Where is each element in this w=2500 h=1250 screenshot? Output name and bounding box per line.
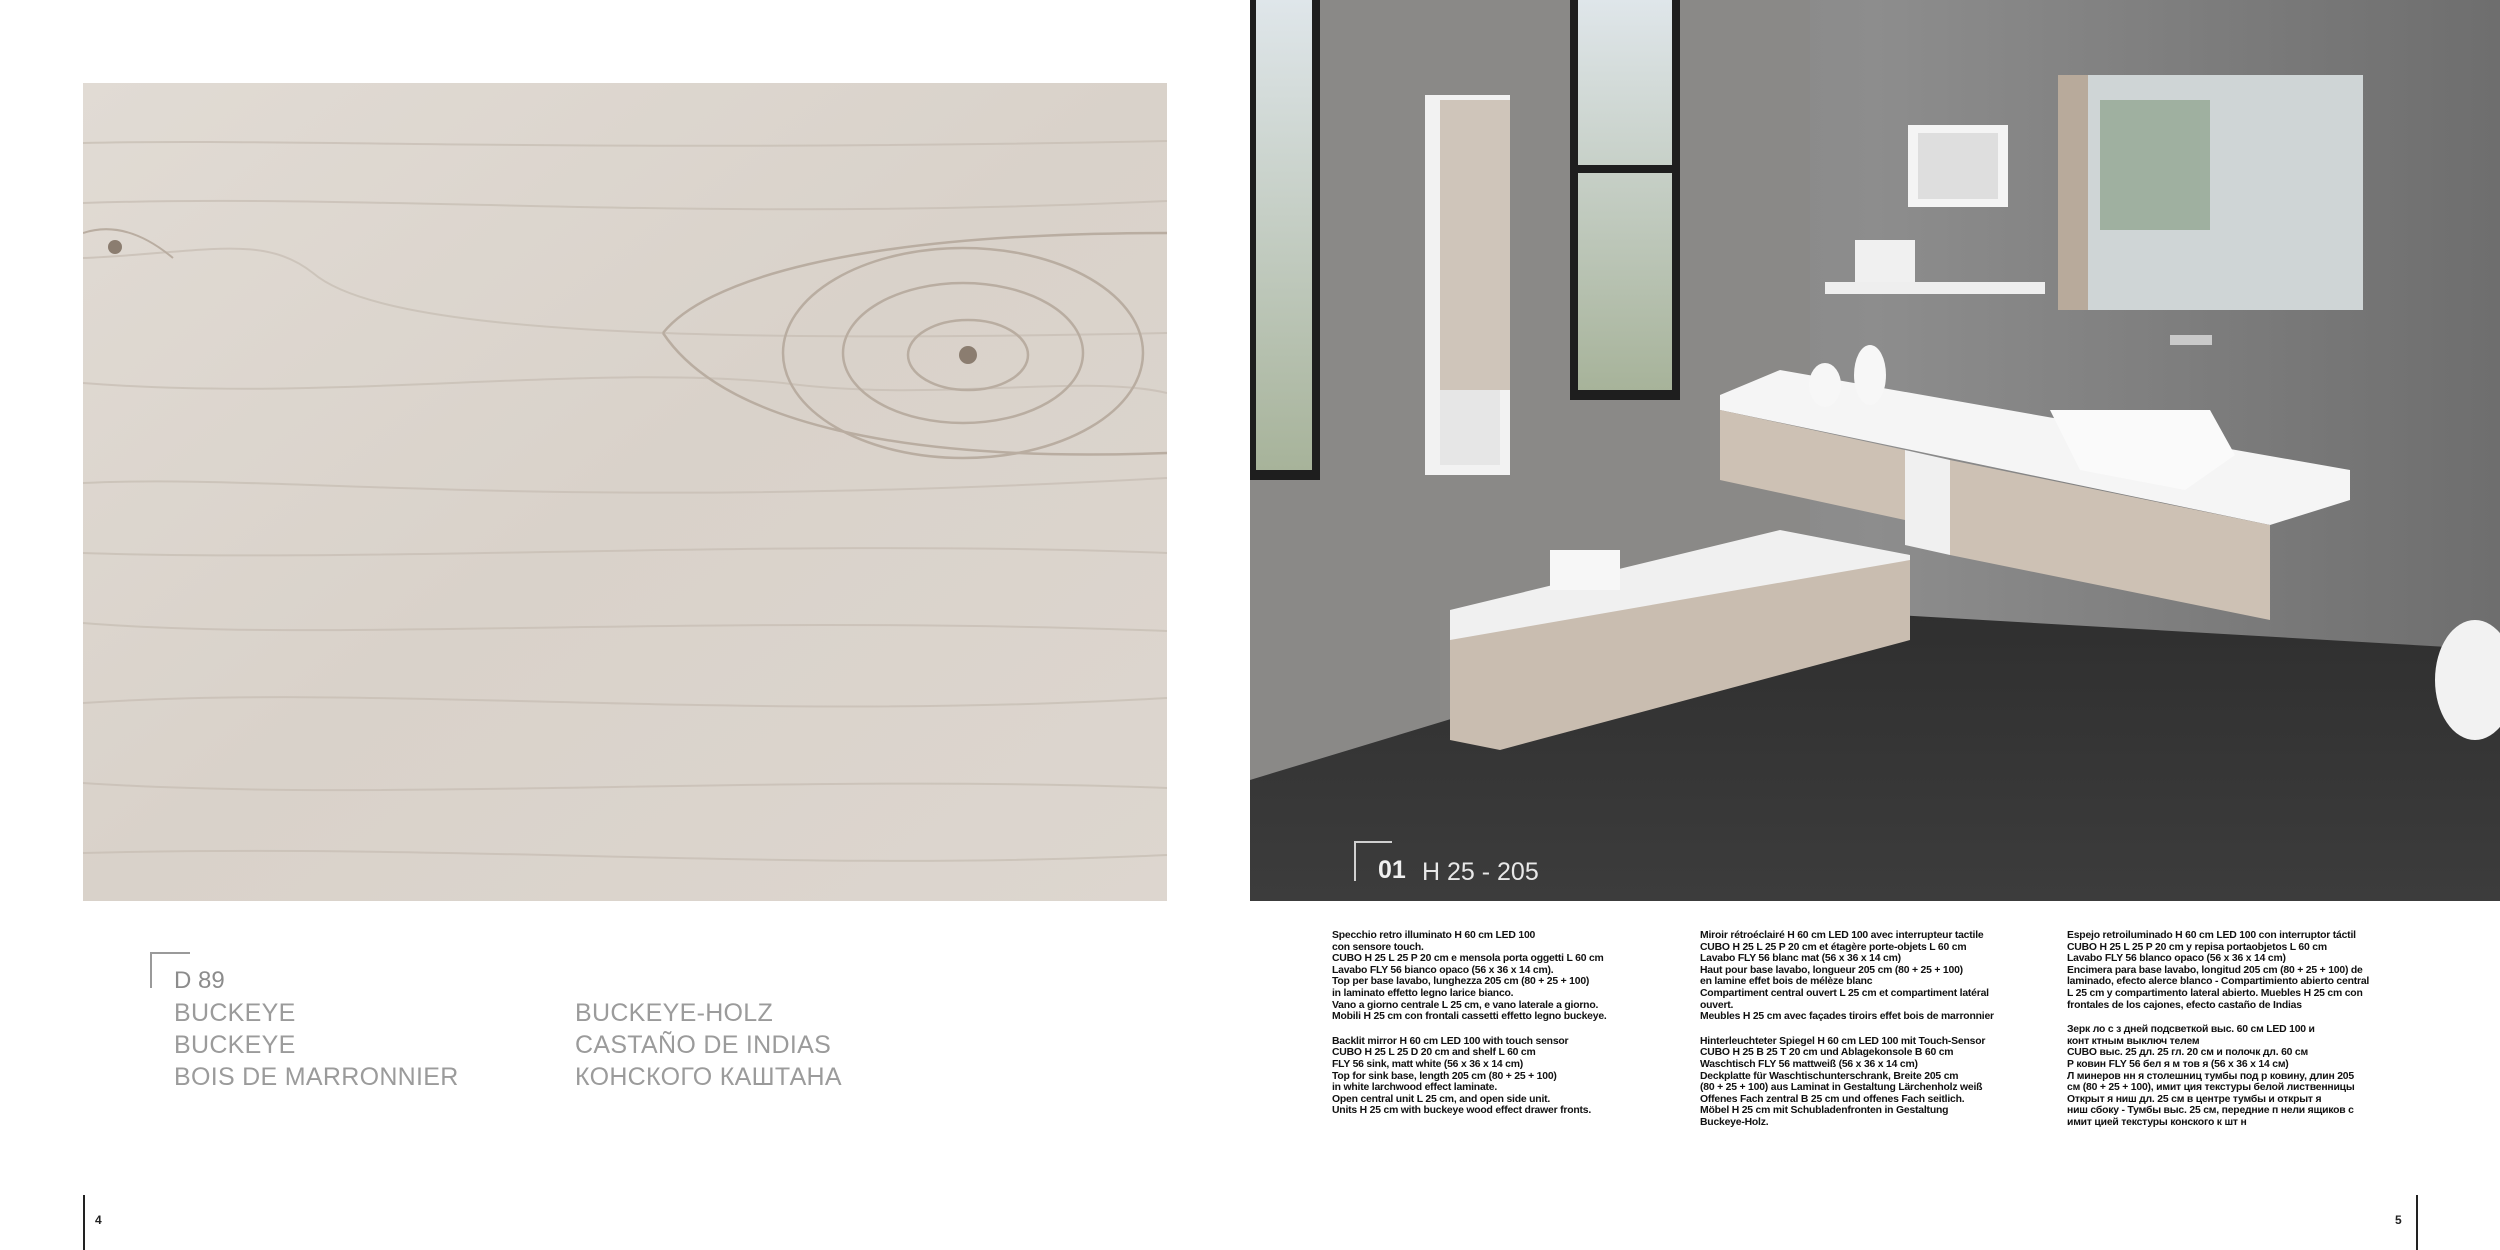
swatch-names-right — [575, 997, 842, 1093]
swatch-name-es: CASTAÑO DE INDIAS — [575, 1031, 832, 1059]
description-de: Hinterleuchteter Spiegel H 60 cm LED 100 mit Touch-Sensor CUBO H 25 B 25 T 20 cm und Ablagekonsole B 60 cm Waschtisch FLY 56 mattweiß (56 x 36 x 14 cm) Deckplatte für Waschtischunterschrank, Breite 205 cm (80 + 25 + 100) aus Laminat in Gestaltung Lärchenholz weiß Offenes Fach zentral B 25 cm und offenes Fach seitlich. Möbel H 25 cm mit Schubladenfronten in Gestaltung Buckeye-Holz. — [1700, 1035, 1986, 1128]
description-column-2 — [1700, 930, 2045, 1142]
description-fr: Miroir rétroéclairé H 60 cm LED 100 avec interrupteur tactile CUBO H 25 L 25 P 20 cm et étagère porte-objets L 60 cm Lavabo FLY 56 blanc mat (56 x 36 x 14 cm) Haut pour base lavabo, longueur 205 cm (80 + 25 + 100) en lamine effet bois de mélèze blanc Compartiment central ouvert L 25 cm et compartiment latéral ouvert. Meubles H 25 cm avec façades tiroirs effet bois de marronnier — [1700, 930, 1994, 1023]
swatch-name-de: BUCKEYE-HOLZ — [575, 999, 774, 1027]
page-number-right: 5 — [2395, 1213, 2402, 1227]
description-column-3 — [2067, 930, 2412, 1142]
page-right-rule — [2416, 1195, 2418, 1250]
swatch-names-left — [174, 997, 459, 1093]
model-number: 01 — [1378, 856, 1406, 884]
swatch-code: D 89 — [174, 967, 225, 994]
description-it: Specchio retro illuminato H 60 cm LED 100 con sensore touch. CUBO H 25 L 25 P 20 cm e mensola porta oggetti L 60 cm Lavabo FLY 56 bianco opaco (56 x 36 x 14 cm). Top per base lavabo, lunghezza 205 cm (80 + 25 + 100) in laminato effetto legno larice bianco. Vano a giorno centrale L 25 cm, e vano laterale a giorno. Mobili H 25 cm con frontali cassetti effetto legno buckeye. — [1332, 930, 1607, 1023]
swatch-name-ru: КОНСКОГО КАШТАНА — [575, 1063, 842, 1091]
page-number-left: 4 — [95, 1213, 102, 1227]
swatch-name-it: BUCKEYE — [174, 999, 296, 1027]
swatch-name-fr: BOIS DE MARRONNIER — [174, 1063, 459, 1091]
description-ru: Зерк ло с з дней подсветкой выс. 60 см LED 100 и конт ктным выключ телем CUBO выс. 25 дл. 25 гл. 20 см и полочк дл. 60 см Р ковин FLY 56 бел я м тов я (56 x 36 x 14 см) Л минеров нн я столешниц тумбы под р ковину, длин 205 см (80 + 25 + 100), имит ция текстуры белой лиственницы Открыт я ниш дл. 25 см в центре тумбы и открыт я ниш сбоку - Тумбы выс. 25 см, передние п нели ящиков с имит цией текстуры конского к шт н — [2067, 1024, 2355, 1128]
swatch-name-en: BUCKEYE — [174, 1031, 296, 1059]
page-left-rule — [83, 1195, 85, 1250]
description-column-1 — [1332, 930, 1677, 1130]
bathroom-photo — [1250, 0, 2500, 901]
model-size: H 25 - 205 — [1422, 858, 1539, 886]
description-en: Backlit mirror H 60 cm LED 100 with touch sensor CUBO H 25 L 25 D 20 cm and shelf L 60 cm FLY 56 sink, matt white (56 x 36 x 14 cm) Top for sink base, length 205 cm (80 + 25 + 100) in white larchwood effect laminate. Open central unit L 25 cm, and open side unit. Units H 25 cm with buckeye wood effect drawer fronts. — [1332, 1035, 1592, 1117]
description-es: Espejo retroiluminado H 60 cm LED 100 con interruptor táctil CUBO H 25 L 25 P 20 cm y repisa portaobjetos L 60 cm Lavabo FLY 56 blanco opaco (56 x 36 x 14 cm) Encimera para base lavabo, longitud 205 cm (80 + 25 + 100) de laminado, efecto alerce blanco - Compartimiento abierto central L 25 cm y compartimento lateral abierto. Muebles H 25 cm con frontales de los cajones, efecto castaño de Indias — [2067, 930, 2370, 1011]
wood-swatch-image — [83, 83, 1167, 901]
